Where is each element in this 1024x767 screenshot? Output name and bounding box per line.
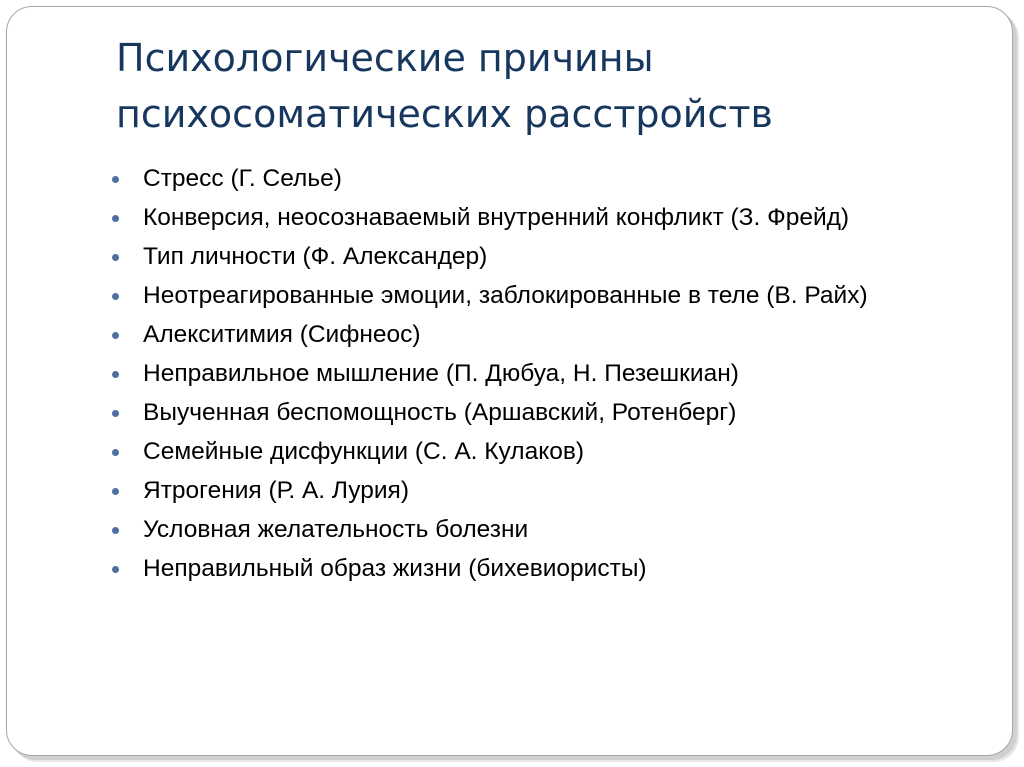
bullet-dot-icon bbox=[112, 371, 119, 378]
bullet-text: Ятрогения (Р. А. Лурия) bbox=[143, 477, 409, 504]
bullet-dot-icon bbox=[112, 488, 119, 495]
bullet-item-wrong-thinking bbox=[112, 358, 902, 390]
bullet-text: Тип личности (Ф. Александер) bbox=[143, 243, 488, 270]
bullet-item-blocked-emotions bbox=[112, 280, 902, 312]
bullet-item-personality-type bbox=[112, 241, 902, 273]
bullet-dot-icon bbox=[112, 215, 119, 222]
bullet-item-family-dysfunction bbox=[112, 436, 902, 468]
bullet-dot-icon bbox=[112, 566, 119, 573]
bullet-text: Семейные дисфункции (С. А. Кулаков) bbox=[143, 438, 584, 465]
bullet-item-alexithymia bbox=[112, 319, 902, 351]
bullet-dot-icon bbox=[112, 410, 119, 417]
bullet-list bbox=[112, 163, 902, 592]
slide-title-line-2: психосоматических расстройств bbox=[116, 92, 773, 136]
bullet-item-learned-helplessness bbox=[112, 397, 902, 429]
bullet-text: Стресс (Г. Селье) bbox=[143, 165, 342, 192]
bullet-text: Условная желательность болезни bbox=[143, 516, 529, 543]
bullet-text: Выученная беспомощность (Аршавский, Ротенберг) bbox=[143, 399, 737, 426]
bullet-dot-icon bbox=[112, 293, 119, 300]
bullet-dot-icon bbox=[112, 332, 119, 339]
bullet-dot-icon bbox=[112, 176, 119, 183]
bullet-item-illness-desirability bbox=[112, 514, 902, 546]
bullet-item-iatrogeny bbox=[112, 475, 902, 507]
slide-title-line-1: Психологические причины bbox=[116, 36, 654, 80]
bullet-item-stress bbox=[112, 163, 902, 195]
bullet-dot-icon bbox=[112, 254, 119, 261]
bullet-dot-icon bbox=[112, 527, 119, 534]
bullet-item-conversion bbox=[112, 202, 902, 234]
slide-title bbox=[116, 30, 976, 142]
bullet-text: Алекситимия (Сифнеос) bbox=[143, 321, 421, 348]
bullet-text: Неправильное мышление (П. Дюбуа, Н. Пезешкиан) bbox=[143, 360, 739, 387]
bullet-text: Неотреагированные эмоции, заблокированные в теле (В. Райх) bbox=[143, 282, 868, 309]
bullet-dot-icon bbox=[112, 449, 119, 456]
bullet-text: Конверсия, неосознаваемый внутренний конфликт (З. Фрейд) bbox=[143, 204, 850, 231]
bullet-item-lifestyle bbox=[112, 553, 902, 585]
bullet-text: Неправильный образ жизни (бихевиористы) bbox=[143, 555, 647, 582]
